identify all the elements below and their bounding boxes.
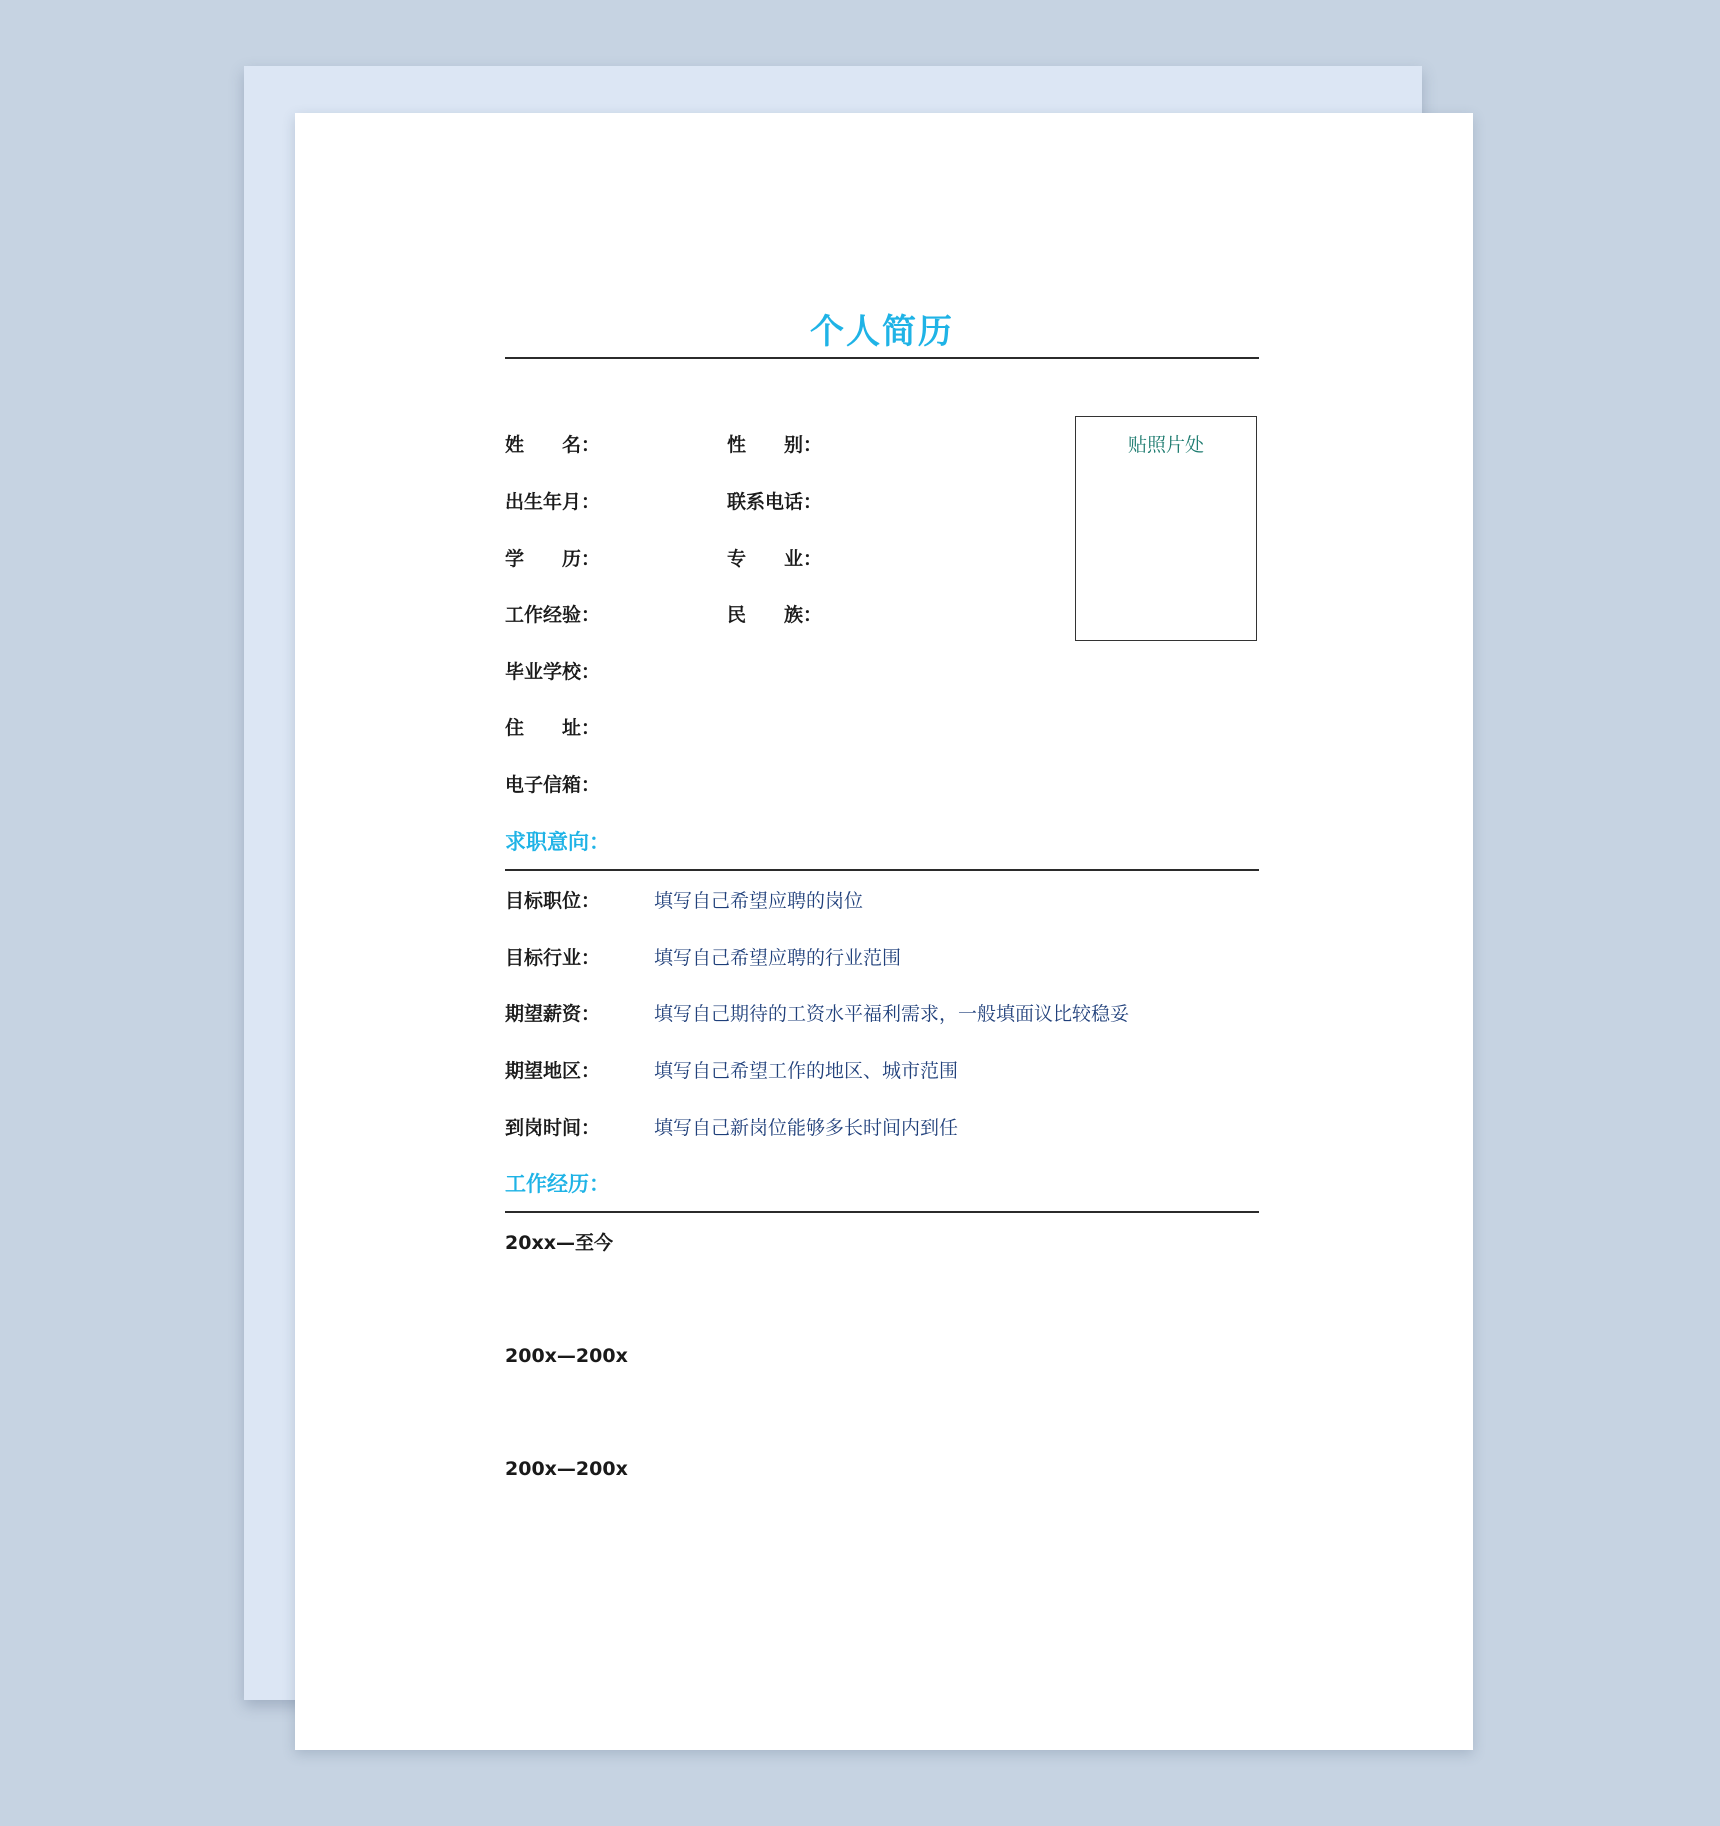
- work-period-1: 20xx—至今: [505, 1232, 613, 1254]
- work-period-2: 200x—200x: [505, 1345, 628, 1367]
- intent-label-start: 到岗时间：: [505, 1117, 601, 1139]
- major-label: 专 业：: [727, 548, 823, 570]
- experience-label: 工作经验：: [505, 604, 601, 626]
- work-period-3: 200x—200x: [505, 1458, 628, 1480]
- work-divider: [505, 1211, 1259, 1213]
- intent-label-industry: 目标行业：: [505, 947, 601, 969]
- intent-section-title: 求职意向：: [505, 830, 610, 854]
- phone-label: 联系电话：: [727, 491, 823, 513]
- resume-content: [505, 113, 1259, 1750]
- intent-value-position: 填写自己希望应聘的岗位: [654, 890, 864, 912]
- gender-label: 性 别：: [727, 434, 823, 456]
- education-label: 学 历：: [505, 548, 601, 570]
- resume-page: [295, 113, 1473, 1750]
- title-divider: [505, 357, 1259, 359]
- intent-value-salary: 填写自己期待的工资水平福利需求，一般填面议比较稳妥: [654, 1003, 1130, 1025]
- name-label: 姓 名：: [505, 434, 601, 456]
- page-title: 个人简历: [810, 312, 954, 352]
- address-label: 住 址：: [505, 717, 601, 739]
- intent-value-start: 填写自己新岗位能够多长时间内到任: [654, 1117, 959, 1139]
- photo-placeholder-label: 贴照片处: [1127, 434, 1204, 456]
- intent-value-industry: 填写自己希望应聘的行业范围: [654, 947, 902, 969]
- school-label: 毕业学校：: [505, 661, 601, 683]
- photo-placeholder[interactable]: [1075, 416, 1257, 641]
- intent-label-position: 目标职位：: [505, 890, 601, 912]
- intent-label-region: 期望地区：: [505, 1060, 601, 1082]
- intent-value-region: 填写自己希望工作的地区、城市范围: [654, 1060, 959, 1082]
- email-label: 电子信箱：: [505, 774, 601, 796]
- ethnicity-label: 民 族：: [727, 604, 823, 626]
- birth-label: 出生年月：: [505, 491, 601, 513]
- intent-label-salary: 期望薪资：: [505, 1003, 601, 1025]
- intent-divider: [505, 869, 1259, 871]
- work-section-title: 工作经历：: [505, 1172, 610, 1196]
